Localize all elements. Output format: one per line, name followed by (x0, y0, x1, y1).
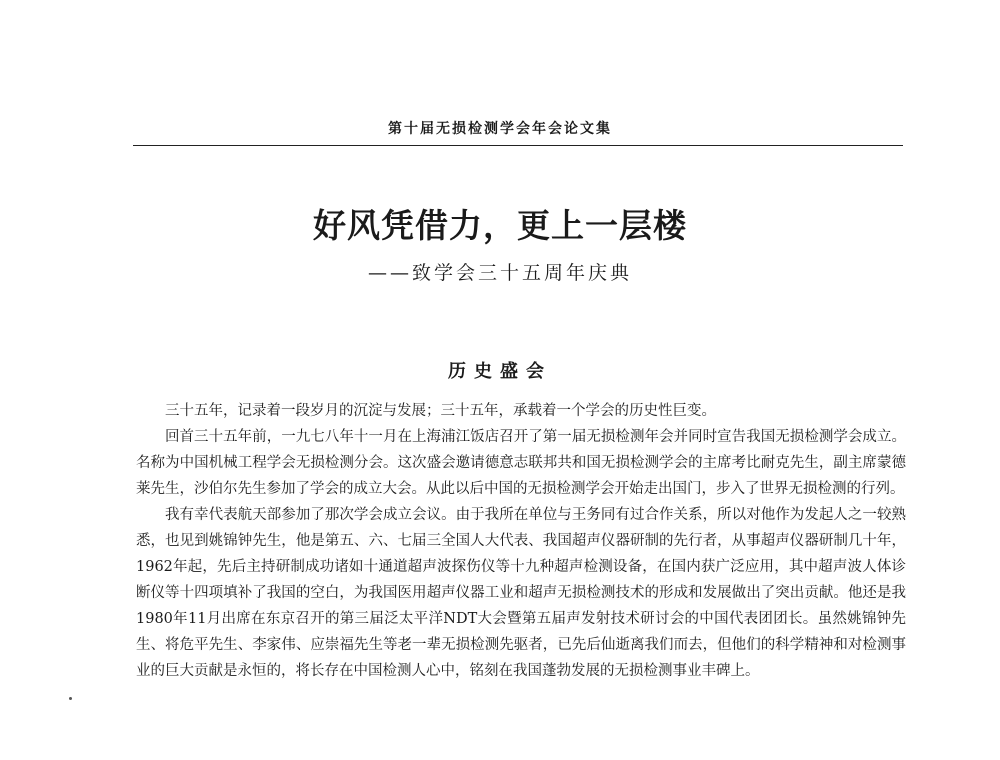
article-subtitle: ——致学会三十五周年庆典 (367, 262, 632, 284)
running-header: 第十届无损检测学会年会论文集 (388, 121, 612, 137)
header-rule (133, 145, 903, 146)
body-text (136, 398, 906, 684)
scan-speck (69, 697, 72, 700)
article-title: 好风凭借力，更上一层楼 (313, 206, 687, 245)
paragraph-1: 三十五年，记录着一段岁月的沉淀与发展；三十五年，承载着一个学会的历史性巨变。 (165, 403, 716, 419)
paragraph-2: 回首三十五年前，一九七八年十一月在上海浦江饭店召开了第一届无损检测年会并同时宣告我国无损检测学会成立。名称为中国机械工程学会无损检测分会。这次盛会邀请德意志联邦共和国无损检测学会的主席考比耐克先生，副主席蒙德莱先生，沙伯尔先生参加了学会的成立大会。从此以后中国的无损检测学会开始走出国门，步入了世界无损检测的行列。 (136, 429, 906, 497)
section-heading: 历史盛会 (448, 361, 552, 382)
paragraph-3: 我有幸代表航天部参加了那次学会成立会议。由于我所在单位与王务同有过合作关系，所以对他作为发起人之一较熟悉，也见到姚锦钟先生，他是第五、六、七届三全国人大代表、我国超声仪器研制的先行者，从事超声仪器研制几十年，1962年起，先后主持研制成功诸如十通道超声波探伤仪等十九种超声检测设备，在国内获广泛应用，其中超声波人体诊断仪等十四项填补了我国的空白，为我国医用超声仪器工业和超声无损检测技术的形成和发展做出了突出贡献。他还是我1980年11月出席在东京召开的第三届泛太平洋NDT大会暨第五届声发射技术研讨会的中国代表团团长。虽然姚锦钟先生、将危平先生、李家伟、应崇福先生等老一辈无损检测先驱者，已先后仙逝离我们而去，但他们的科学精神和对检测事业的巨大贡献是永恒的，将长存在中国检测人心中，铭刻在我国蓬勃发展的无损检测事业丰碑上。 (136, 507, 906, 679)
